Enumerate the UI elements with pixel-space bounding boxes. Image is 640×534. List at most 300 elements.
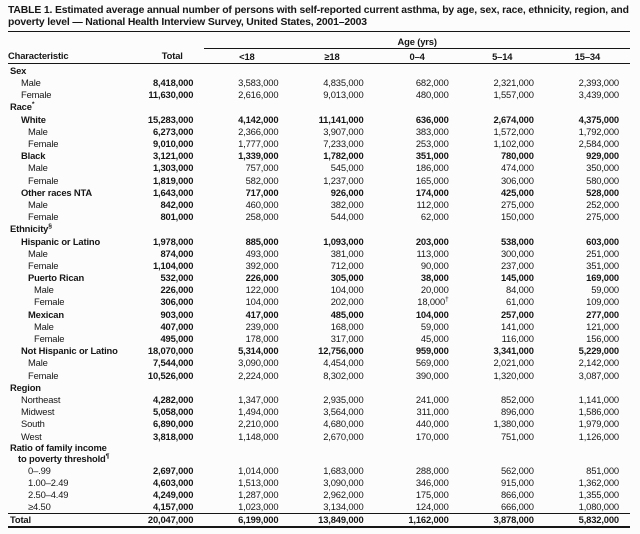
- value-cell: 544,000: [330, 211, 364, 223]
- value-cell: 165,000: [415, 174, 449, 186]
- value-cell: 425,000: [500, 186, 534, 198]
- value-cell: 538,000: [500, 235, 534, 247]
- value-cell: 4,603,000: [152, 476, 194, 488]
- table-row: [8, 64, 630, 77]
- value-cell: 241,000: [415, 393, 449, 405]
- value-cell: 1,141,000: [578, 393, 619, 405]
- row-label: Black: [21, 150, 46, 162]
- value-cell: 9,010,000: [152, 138, 194, 149]
- table-row: [8, 332, 630, 344]
- value-cell: 3,090,000: [323, 476, 364, 488]
- value-cell: 903,000: [160, 308, 194, 320]
- value-cell: [204, 442, 289, 464]
- value-cell: 493,000: [245, 247, 279, 259]
- column-header-18plus: ≥18: [289, 49, 374, 64]
- value-cell: 3,878,000: [460, 513, 545, 527]
- row-label: Female: [28, 259, 59, 271]
- table-row: [8, 308, 630, 320]
- row-label: Northeast: [21, 393, 61, 405]
- table-row: [8, 442, 630, 464]
- column-header-row: [8, 49, 630, 64]
- value-cell: [545, 223, 630, 235]
- value-cell: 3,121,000: [152, 150, 194, 162]
- value-cell: 1,513,000: [238, 476, 279, 488]
- value-cell: 2,584,000: [578, 138, 619, 149]
- value-cell: 1,979,000: [578, 418, 619, 430]
- value-cell: 202,000: [330, 296, 364, 308]
- value-cell: 5,058,000: [152, 406, 194, 418]
- value-cell: 1,303,000: [152, 162, 194, 174]
- row-label: Race*: [10, 101, 35, 113]
- value-cell: 1,347,000: [238, 393, 279, 405]
- value-cell: 2,021,000: [493, 357, 534, 369]
- age-span-row: [8, 32, 630, 49]
- value-cell: 4,835,000: [323, 77, 364, 89]
- value-cell: 251,000: [586, 247, 619, 259]
- value-cell: 1,978,000: [152, 235, 194, 247]
- value-cell: [289, 381, 374, 393]
- value-cell: 3,818,000: [152, 430, 194, 442]
- value-cell: 145,000: [500, 272, 534, 284]
- value-cell: 1,643,000: [152, 186, 194, 198]
- value-cell: 59,000: [591, 284, 619, 296]
- value-cell: 2,321,000: [493, 77, 534, 89]
- value-cell: 5,832,000: [545, 513, 630, 527]
- value-cell: 170,000: [415, 430, 449, 442]
- value-cell: 1,494,000: [238, 406, 279, 418]
- row-label: Male: [34, 284, 54, 296]
- table-row: [8, 76, 630, 88]
- row-label: Female: [28, 211, 59, 223]
- value-cell: 2,224,000: [238, 369, 279, 381]
- value-cell: [289, 101, 374, 113]
- value-cell: 317,000: [330, 333, 364, 344]
- value-cell: 116,000: [501, 333, 534, 344]
- row-label: West: [21, 430, 42, 442]
- value-cell: 3,134,000: [323, 501, 364, 513]
- value-cell: 1,126,000: [578, 430, 619, 442]
- value-cell: 3,907,000: [323, 125, 364, 137]
- table-row: [8, 235, 630, 247]
- row-label: Ethnicity§: [10, 223, 52, 235]
- row-label: 1.00–2.49: [28, 476, 69, 488]
- value-cell: 258,000: [245, 211, 279, 223]
- value-cell: 485,000: [330, 308, 364, 320]
- table-row: [8, 476, 630, 488]
- value-cell: 1,287,000: [238, 489, 279, 501]
- table-row: [8, 357, 630, 369]
- value-cell: 38,000: [420, 272, 449, 284]
- value-cell: 1,782,000: [323, 150, 364, 162]
- column-header-5-14: 5–14: [460, 49, 545, 64]
- value-cell: 1,104,000: [152, 259, 194, 271]
- value-cell: 528,000: [586, 186, 619, 198]
- row-label: Male: [28, 247, 48, 259]
- value-cell: 178,000: [245, 333, 279, 344]
- value-cell: 4,142,000: [238, 113, 279, 125]
- value-cell: [140, 442, 204, 464]
- value-cell: 306,000: [160, 296, 194, 308]
- value-cell: 381,000: [330, 247, 364, 259]
- table-row: [8, 418, 630, 430]
- value-cell: [460, 381, 545, 393]
- value-cell: [204, 381, 289, 393]
- table-row: [8, 271, 630, 283]
- value-cell: [460, 101, 545, 113]
- value-cell: 5,229,000: [578, 345, 619, 357]
- value-cell: 186,000: [415, 162, 449, 174]
- value-cell: [375, 381, 460, 393]
- table-row: [8, 381, 630, 393]
- value-cell: 104,000: [245, 296, 279, 308]
- value-cell: [460, 223, 545, 235]
- row-label: Not Hispanic or Latino: [21, 345, 118, 357]
- value-cell: 3,583,000: [238, 77, 279, 89]
- row-label: Total: [8, 513, 140, 527]
- column-header-total: Total: [140, 49, 204, 64]
- value-cell: [289, 223, 374, 235]
- value-cell: 59,000: [420, 320, 449, 332]
- table-row: [8, 150, 630, 162]
- row-label: Male: [34, 320, 54, 332]
- row-label: Male: [28, 162, 48, 174]
- value-cell: 203,000: [415, 235, 449, 247]
- value-cell: 1,792,000: [578, 125, 619, 137]
- value-cell: 104,000: [415, 308, 449, 320]
- value-cell: 2,962,000: [323, 489, 364, 501]
- value-cell: 569,000: [415, 357, 449, 369]
- value-cell: 532,000: [160, 272, 194, 284]
- value-cell: 104,000: [330, 284, 364, 296]
- row-label: Male: [28, 357, 48, 369]
- page-title: TABLE 1. Estimated average annual number of persons with self-reported current asthma, by age, sex, race, ethnicity, region, and poverty level — National Health Interview Survey, United States, 2001–2003: [8, 5, 629, 28]
- value-cell: [204, 64, 289, 77]
- row-label: Male: [28, 125, 48, 137]
- value-cell: 1,014,000: [238, 464, 279, 476]
- value-cell: 1,093,000: [323, 235, 364, 247]
- value-cell: 1,237,000: [323, 174, 364, 186]
- value-cell: 495,000: [160, 333, 194, 344]
- value-cell: 780,000: [500, 150, 534, 162]
- value-cell: 1,148,000: [238, 430, 279, 442]
- value-cell: 2,674,000: [493, 113, 534, 125]
- value-cell: [140, 64, 204, 77]
- value-cell: [140, 381, 204, 393]
- value-cell: 3,341,000: [493, 345, 534, 357]
- value-cell: 2,616,000: [238, 89, 279, 101]
- value-cell: 382,000: [330, 198, 364, 210]
- value-cell: 866,000: [500, 489, 534, 501]
- value-cell: 18,000†: [417, 296, 449, 308]
- value-cell: 1,819,000: [152, 174, 194, 186]
- value-cell: 84,000: [506, 284, 534, 296]
- value-cell: 3,090,000: [238, 357, 279, 369]
- value-cell: 156,000: [586, 333, 619, 344]
- row-label: Hispanic or Latino: [21, 235, 101, 247]
- value-cell: 8,302,000: [323, 369, 364, 381]
- value-cell: [375, 101, 460, 113]
- table-row: [8, 113, 630, 125]
- value-cell: 7,233,000: [323, 138, 364, 149]
- value-cell: 582,000: [245, 174, 279, 186]
- row-label: Male: [28, 198, 48, 210]
- row-label: Sex: [10, 64, 27, 76]
- value-cell: 351,000: [586, 259, 619, 271]
- value-cell: 7,544,000: [152, 357, 194, 369]
- value-cell: 11,630,000: [148, 89, 194, 101]
- value-cell: 350,000: [586, 162, 619, 174]
- row-label: Mexican: [28, 308, 64, 320]
- value-cell: 915,000: [500, 476, 534, 488]
- value-cell: 12,756,000: [318, 345, 364, 357]
- value-cell: 407,000: [160, 320, 194, 332]
- value-cell: 4,282,000: [152, 393, 194, 405]
- value-cell: 1,102,000: [493, 138, 534, 149]
- value-cell: 124,000: [415, 501, 449, 513]
- value-cell: 929,000: [586, 150, 619, 162]
- value-cell: [140, 223, 204, 235]
- value-cell: 383,000: [415, 125, 449, 137]
- age-span-header: Age (yrs): [204, 32, 630, 49]
- row-label: Midwest: [21, 406, 55, 418]
- value-cell: 1,162,000: [375, 513, 460, 527]
- value-cell: 226,000: [245, 272, 279, 284]
- row-label: White: [21, 113, 46, 125]
- value-cell: 751,000: [500, 430, 534, 442]
- value-cell: 13,849,000: [289, 513, 374, 527]
- table-body: [8, 64, 630, 527]
- value-cell: 580,000: [586, 174, 619, 186]
- value-cell: 226,000: [160, 284, 194, 296]
- value-cell: 3,439,000: [578, 89, 619, 101]
- value-cell: 1,557,000: [493, 89, 534, 101]
- value-cell: 682,000: [415, 77, 449, 89]
- value-cell: 392,000: [245, 259, 279, 271]
- spacer-cell: [8, 32, 140, 49]
- value-cell: 2,393,000: [578, 77, 619, 89]
- value-cell: 2,210,000: [238, 418, 279, 430]
- value-cell: 480,000: [415, 89, 449, 101]
- value-cell: [545, 381, 630, 393]
- value-cell: 636,000: [415, 113, 449, 125]
- table-row: [8, 284, 630, 296]
- value-cell: 1,586,000: [578, 406, 619, 418]
- row-label: ≥4.50: [28, 501, 51, 513]
- table-row: [8, 464, 630, 476]
- value-cell: [545, 64, 630, 77]
- value-cell: 8,418,000: [152, 77, 194, 89]
- row-label: Female: [21, 89, 52, 101]
- value-cell: 6,273,000: [152, 125, 194, 137]
- row-label: Ratio of family income to poverty threshold¶: [10, 442, 110, 464]
- value-cell: 417,000: [245, 308, 279, 320]
- value-cell: 300,000: [500, 247, 534, 259]
- value-cell: 440,000: [415, 418, 449, 430]
- value-cell: 62,000: [420, 211, 449, 223]
- value-cell: 4,157,000: [152, 501, 194, 513]
- row-label: Region: [10, 381, 41, 393]
- value-cell: 1,339,000: [238, 150, 279, 162]
- value-cell: 666,000: [500, 501, 534, 513]
- table-row: [8, 89, 630, 101]
- table-row: [8, 393, 630, 405]
- value-cell: 90,000: [420, 259, 449, 271]
- value-cell: 1,380,000: [493, 418, 534, 430]
- value-cell: [545, 101, 630, 113]
- value-cell: 253,000: [415, 138, 449, 149]
- row-label: Puerto Rican: [28, 272, 85, 284]
- row-label: Female: [28, 174, 59, 186]
- table-row: [8, 186, 630, 198]
- value-cell: 959,000: [415, 345, 449, 357]
- value-cell: 252,000: [586, 198, 619, 210]
- value-cell: 926,000: [330, 186, 364, 198]
- column-header-characteristic: Characteristic: [8, 49, 140, 64]
- value-cell: 15,283,000: [147, 113, 194, 125]
- row-label: Female: [28, 369, 59, 381]
- value-cell: 852,000: [500, 393, 534, 405]
- value-cell: 61,000: [506, 296, 534, 308]
- table-row: [8, 137, 630, 149]
- value-cell: 4,680,000: [323, 418, 364, 430]
- value-cell: 351,000: [415, 150, 449, 162]
- value-cell: 174,000: [415, 186, 449, 198]
- row-label: 2.50–4.49: [28, 489, 69, 501]
- value-cell: 18,070,000: [147, 345, 194, 357]
- value-cell: 168,000: [330, 320, 364, 332]
- value-cell: 346,000: [415, 476, 449, 488]
- value-cell: 1,080,000: [578, 501, 619, 513]
- value-cell: 11,141,000: [318, 113, 364, 125]
- value-cell: [375, 64, 460, 77]
- row-label: Female: [34, 296, 65, 308]
- table-row: [8, 198, 630, 210]
- table-row: [8, 247, 630, 259]
- table-row: [8, 223, 630, 235]
- value-cell: 121,000: [586, 320, 619, 332]
- value-cell: [375, 442, 460, 464]
- value-cell: 4,375,000: [578, 113, 619, 125]
- value-cell: 851,000: [586, 464, 619, 476]
- column-header-15-34: 15–34: [545, 49, 630, 64]
- table-row: [8, 259, 630, 271]
- value-cell: 474,000: [500, 162, 534, 174]
- value-cell: 306,000: [500, 174, 534, 186]
- row-label: Female: [34, 333, 65, 344]
- value-cell: 2,670,000: [323, 430, 364, 442]
- value-cell: 2,935,000: [323, 393, 364, 405]
- value-cell: 2,366,000: [238, 125, 279, 137]
- value-cell: 9,013,000: [323, 89, 364, 101]
- value-cell: 3,087,000: [578, 369, 619, 381]
- value-cell: 4,249,000: [152, 489, 194, 501]
- column-header-under18: <18: [204, 49, 289, 64]
- value-cell: 6,890,000: [152, 418, 194, 430]
- value-cell: 175,000: [415, 489, 449, 501]
- row-label: Female: [28, 138, 59, 149]
- value-cell: [204, 223, 289, 235]
- value-cell: [140, 101, 204, 113]
- value-cell: [545, 442, 630, 464]
- value-cell: 275,000: [500, 198, 534, 210]
- row-label: 0–.99: [28, 464, 51, 476]
- value-cell: 112,000: [416, 198, 449, 210]
- table-row: [8, 101, 630, 113]
- value-cell: 311,000: [416, 406, 449, 418]
- value-cell: 150,000: [500, 211, 534, 223]
- value-cell: 2,142,000: [578, 357, 619, 369]
- column-header-0-4: 0–4: [375, 49, 460, 64]
- value-cell: 288,000: [415, 464, 449, 476]
- value-cell: 1,572,000: [493, 125, 534, 137]
- table-row: [8, 296, 630, 308]
- value-cell: 113,000: [416, 247, 449, 259]
- row-label: Male: [21, 77, 41, 89]
- value-cell: 1,023,000: [238, 501, 279, 513]
- value-cell: [460, 442, 545, 464]
- table-row: [8, 174, 630, 186]
- value-cell: 237,000: [500, 259, 534, 271]
- value-cell: 896,000: [500, 406, 534, 418]
- value-cell: 390,000: [415, 369, 449, 381]
- value-cell: 757,000: [245, 162, 279, 174]
- value-cell: [375, 223, 460, 235]
- value-cell: 460,000: [245, 198, 279, 210]
- table-row: [8, 345, 630, 357]
- table-row: [8, 210, 630, 222]
- value-cell: 257,000: [500, 308, 534, 320]
- table-row: [8, 320, 630, 332]
- table-row: [8, 125, 630, 137]
- table-row: [8, 488, 630, 500]
- row-label: South: [21, 418, 45, 430]
- value-cell: 885,000: [245, 235, 279, 247]
- value-cell: 45,000: [420, 333, 449, 344]
- table-header: [8, 32, 630, 64]
- table-row: [8, 405, 630, 417]
- value-cell: 141,000: [500, 320, 534, 332]
- value-cell: 6,199,000: [204, 513, 289, 527]
- spacer-cell: [140, 32, 204, 49]
- value-cell: 109,000: [586, 296, 619, 308]
- table-row: [8, 162, 630, 174]
- value-cell: 712,000: [330, 259, 364, 271]
- value-cell: 1,320,000: [493, 369, 534, 381]
- value-cell: 1,355,000: [578, 489, 619, 501]
- value-cell: 603,000: [586, 235, 619, 247]
- value-cell: 275,000: [586, 211, 619, 223]
- value-cell: 4,454,000: [323, 357, 364, 369]
- value-cell: 239,000: [245, 320, 279, 332]
- value-cell: 1,683,000: [323, 464, 364, 476]
- value-cell: 277,000: [586, 308, 619, 320]
- data-table: [8, 32, 630, 528]
- value-cell: 874,000: [160, 247, 194, 259]
- value-cell: [289, 442, 374, 464]
- row-label: Other races NTA: [21, 186, 93, 198]
- value-cell: [460, 64, 545, 77]
- value-cell: 545,000: [330, 162, 364, 174]
- value-cell: 1,777,000: [238, 138, 279, 149]
- value-cell: 169,000: [586, 272, 619, 284]
- table-row: [8, 501, 630, 514]
- table-row: [8, 369, 630, 381]
- value-cell: 122,000: [245, 284, 279, 296]
- value-cell: 20,000: [420, 284, 449, 296]
- value-cell: [289, 64, 374, 77]
- value-cell: 3,564,000: [323, 406, 364, 418]
- value-cell: 2,697,000: [152, 464, 194, 476]
